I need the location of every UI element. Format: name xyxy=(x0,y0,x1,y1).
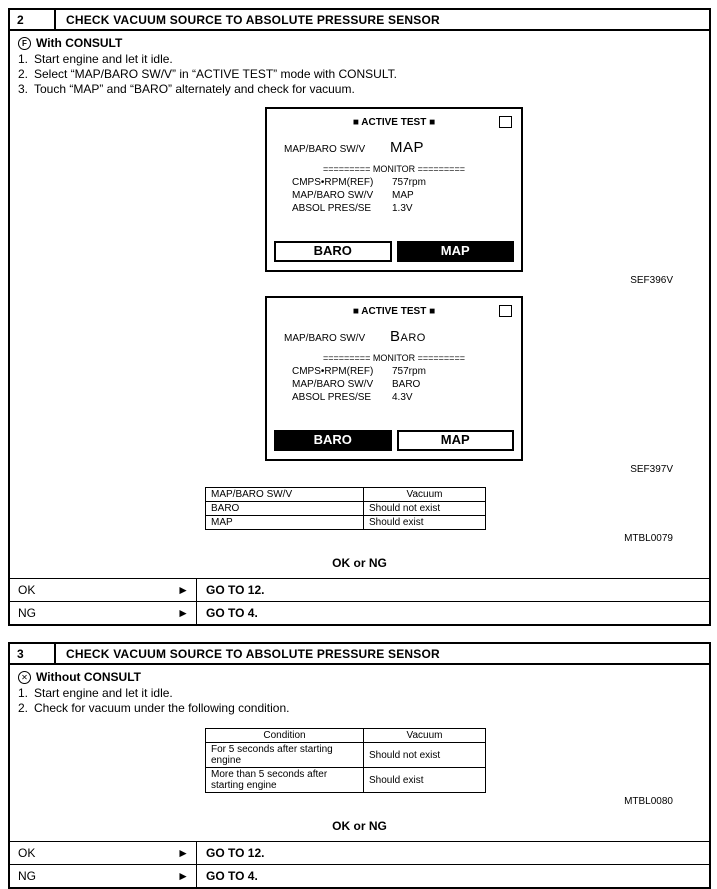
table-row xyxy=(206,743,486,768)
touch-buttons xyxy=(274,241,514,262)
procedure-step xyxy=(18,67,701,82)
procedure-step xyxy=(18,686,701,701)
table-cell: Should exist xyxy=(364,768,486,793)
step-number: 2. xyxy=(18,701,29,715)
monitor-label: ABSOL PRES/SE xyxy=(292,203,372,214)
table-row xyxy=(206,516,486,530)
result-action: GO TO 4. xyxy=(206,869,258,883)
result-label: NG xyxy=(18,606,36,620)
monitor-value: BARO xyxy=(392,379,421,390)
tools-icon: ✕ xyxy=(18,671,31,684)
table-cell: More than 5 seconds after starting engine xyxy=(206,768,364,793)
vacuum-result-table xyxy=(205,487,486,530)
result-left-cell xyxy=(10,842,197,864)
method-label: Without CONSULT xyxy=(36,670,141,684)
figure-code: MTBL0080 xyxy=(624,796,673,807)
table-cell: BARO xyxy=(206,502,364,516)
active-test-title: ■ ACTIVE TEST ■ xyxy=(352,117,436,128)
procedure-number: 2 xyxy=(10,10,56,29)
map-button: MAP xyxy=(397,430,515,451)
monitor-value: MAP xyxy=(392,190,414,201)
condition-table xyxy=(205,728,486,793)
figure-code: SEF396V xyxy=(630,275,673,286)
result-row-ok xyxy=(10,578,709,601)
result-left-cell xyxy=(10,602,197,624)
table-header-cell: MAP/BARO SW/V xyxy=(206,488,364,502)
result-left-cell xyxy=(10,579,197,601)
procedure-steps xyxy=(18,686,701,716)
monitor-row xyxy=(274,202,514,215)
method-heading xyxy=(18,36,701,50)
table-cell: Should not exist xyxy=(364,743,486,768)
step-number: 1. xyxy=(18,52,29,66)
table-cell: Should not exist xyxy=(364,502,486,516)
result-action: GO TO 12. xyxy=(206,846,265,860)
param-value: MAP xyxy=(390,139,425,156)
active-test-header xyxy=(274,305,514,319)
procedure-body xyxy=(10,31,709,570)
step-number: 2. xyxy=(18,67,29,81)
arrow-right-icon: ► xyxy=(177,846,189,860)
result-label: NG xyxy=(18,869,36,883)
procedure-steps xyxy=(18,52,701,97)
monitor-divider: ========= MONITOR ========= xyxy=(323,353,465,363)
param-row xyxy=(274,328,514,345)
procedure-step xyxy=(18,82,701,97)
baro-button: BARO xyxy=(274,430,392,451)
monitor-label: MAP/BARO SW/V xyxy=(292,379,374,390)
figure-code: MTBL0079 xyxy=(624,533,673,544)
monitor-row xyxy=(274,391,514,404)
table-header-cell: Condition xyxy=(206,729,364,743)
method-label: With CONSULT xyxy=(36,36,123,50)
step-number: 3. xyxy=(18,82,29,96)
checkbox-icon xyxy=(499,116,512,128)
active-test-title: ■ ACTIVE TEST ■ xyxy=(352,306,436,317)
table-header-cell: Vacuum xyxy=(364,729,486,743)
step-text: Select “MAP/BARO SW/V” in “ACTIVE TEST” mode with CONSULT. xyxy=(34,67,397,81)
table-header-row xyxy=(206,488,486,502)
monitor-value: 757rpm xyxy=(392,177,426,188)
table-header-row xyxy=(206,729,486,743)
procedure-header xyxy=(10,10,709,31)
monitor-row xyxy=(274,176,514,189)
monitor-label: ABSOL PRES/SE xyxy=(292,392,372,403)
procedure-step xyxy=(18,52,701,67)
table-cell: Should exist xyxy=(364,516,486,530)
procedure-body xyxy=(10,665,709,833)
baro-button: BARO xyxy=(274,241,392,262)
consult-screen-map xyxy=(265,107,523,272)
monitor-row xyxy=(274,378,514,391)
arrow-right-icon: ► xyxy=(177,869,189,883)
result-left-cell xyxy=(10,865,197,887)
checkbox-icon xyxy=(499,305,512,317)
monitor-label: MAP/BARO SW/V xyxy=(292,190,374,201)
procedure-title: CHECK VACUUM SOURCE TO ABSOLUTE PRESSURE SENSOR xyxy=(66,647,440,661)
procedure-title: CHECK VACUUM SOURCE TO ABSOLUTE PRESSURE SENSOR xyxy=(66,13,440,27)
monitor-value: 1.3V xyxy=(392,203,413,214)
table-row xyxy=(206,768,486,793)
monitor-label: CMPS•RPM(REF) xyxy=(292,177,374,188)
table-row xyxy=(206,502,486,516)
figure-code: SEF397V xyxy=(630,464,673,475)
arrow-right-icon: ► xyxy=(177,583,189,597)
result-label: OK xyxy=(18,846,36,860)
monitor-value: 757rpm xyxy=(392,366,426,377)
table-cell: For 5 seconds after starting engine xyxy=(206,743,364,768)
monitor-row xyxy=(274,365,514,378)
result-action: GO TO 4. xyxy=(206,606,258,620)
step-number: 1. xyxy=(18,686,29,700)
monitor-row xyxy=(274,189,514,202)
param-row xyxy=(274,139,514,156)
table-header-cell: Vacuum xyxy=(364,488,486,502)
consult-screen-baro xyxy=(265,296,523,461)
param-label: MAP/BARO SW/V xyxy=(284,144,366,155)
monitor-label: CMPS•RPM(REF) xyxy=(292,366,374,377)
map-button: MAP xyxy=(397,241,515,262)
step-text: Check for vacuum under the following condition. xyxy=(34,701,290,715)
procedure-number: 3 xyxy=(10,644,56,663)
result-action: GO TO 12. xyxy=(206,583,265,597)
procedure-header xyxy=(10,644,709,665)
touch-buttons xyxy=(274,430,514,451)
procedure-step xyxy=(18,701,701,716)
result-row-ng xyxy=(10,601,709,624)
method-heading xyxy=(18,670,701,684)
monitor-divider: ========= MONITOR ========= xyxy=(323,164,465,174)
step-text: Start engine and let it idle. xyxy=(34,52,173,66)
procedure-block-2 xyxy=(8,8,711,626)
consult-icon: F xyxy=(18,37,31,50)
table-cell: MAP xyxy=(206,516,364,530)
param-value: Baro xyxy=(390,328,426,345)
procedure-block-3 xyxy=(8,642,711,889)
step-text: Touch “MAP” and “BARO” alternately and check for vacuum. xyxy=(34,82,355,96)
result-label: OK xyxy=(18,583,36,597)
arrow-right-icon: ► xyxy=(177,606,189,620)
monitor-value: 4.3V xyxy=(392,392,413,403)
ok-or-ng-label: OK or NG xyxy=(332,556,387,570)
ok-or-ng-label: OK or NG xyxy=(332,819,387,833)
param-label: MAP/BARO SW/V xyxy=(284,333,366,344)
result-row-ok xyxy=(10,841,709,864)
step-text: Start engine and let it idle. xyxy=(34,686,173,700)
result-row-ng xyxy=(10,864,709,887)
active-test-header xyxy=(274,116,514,130)
